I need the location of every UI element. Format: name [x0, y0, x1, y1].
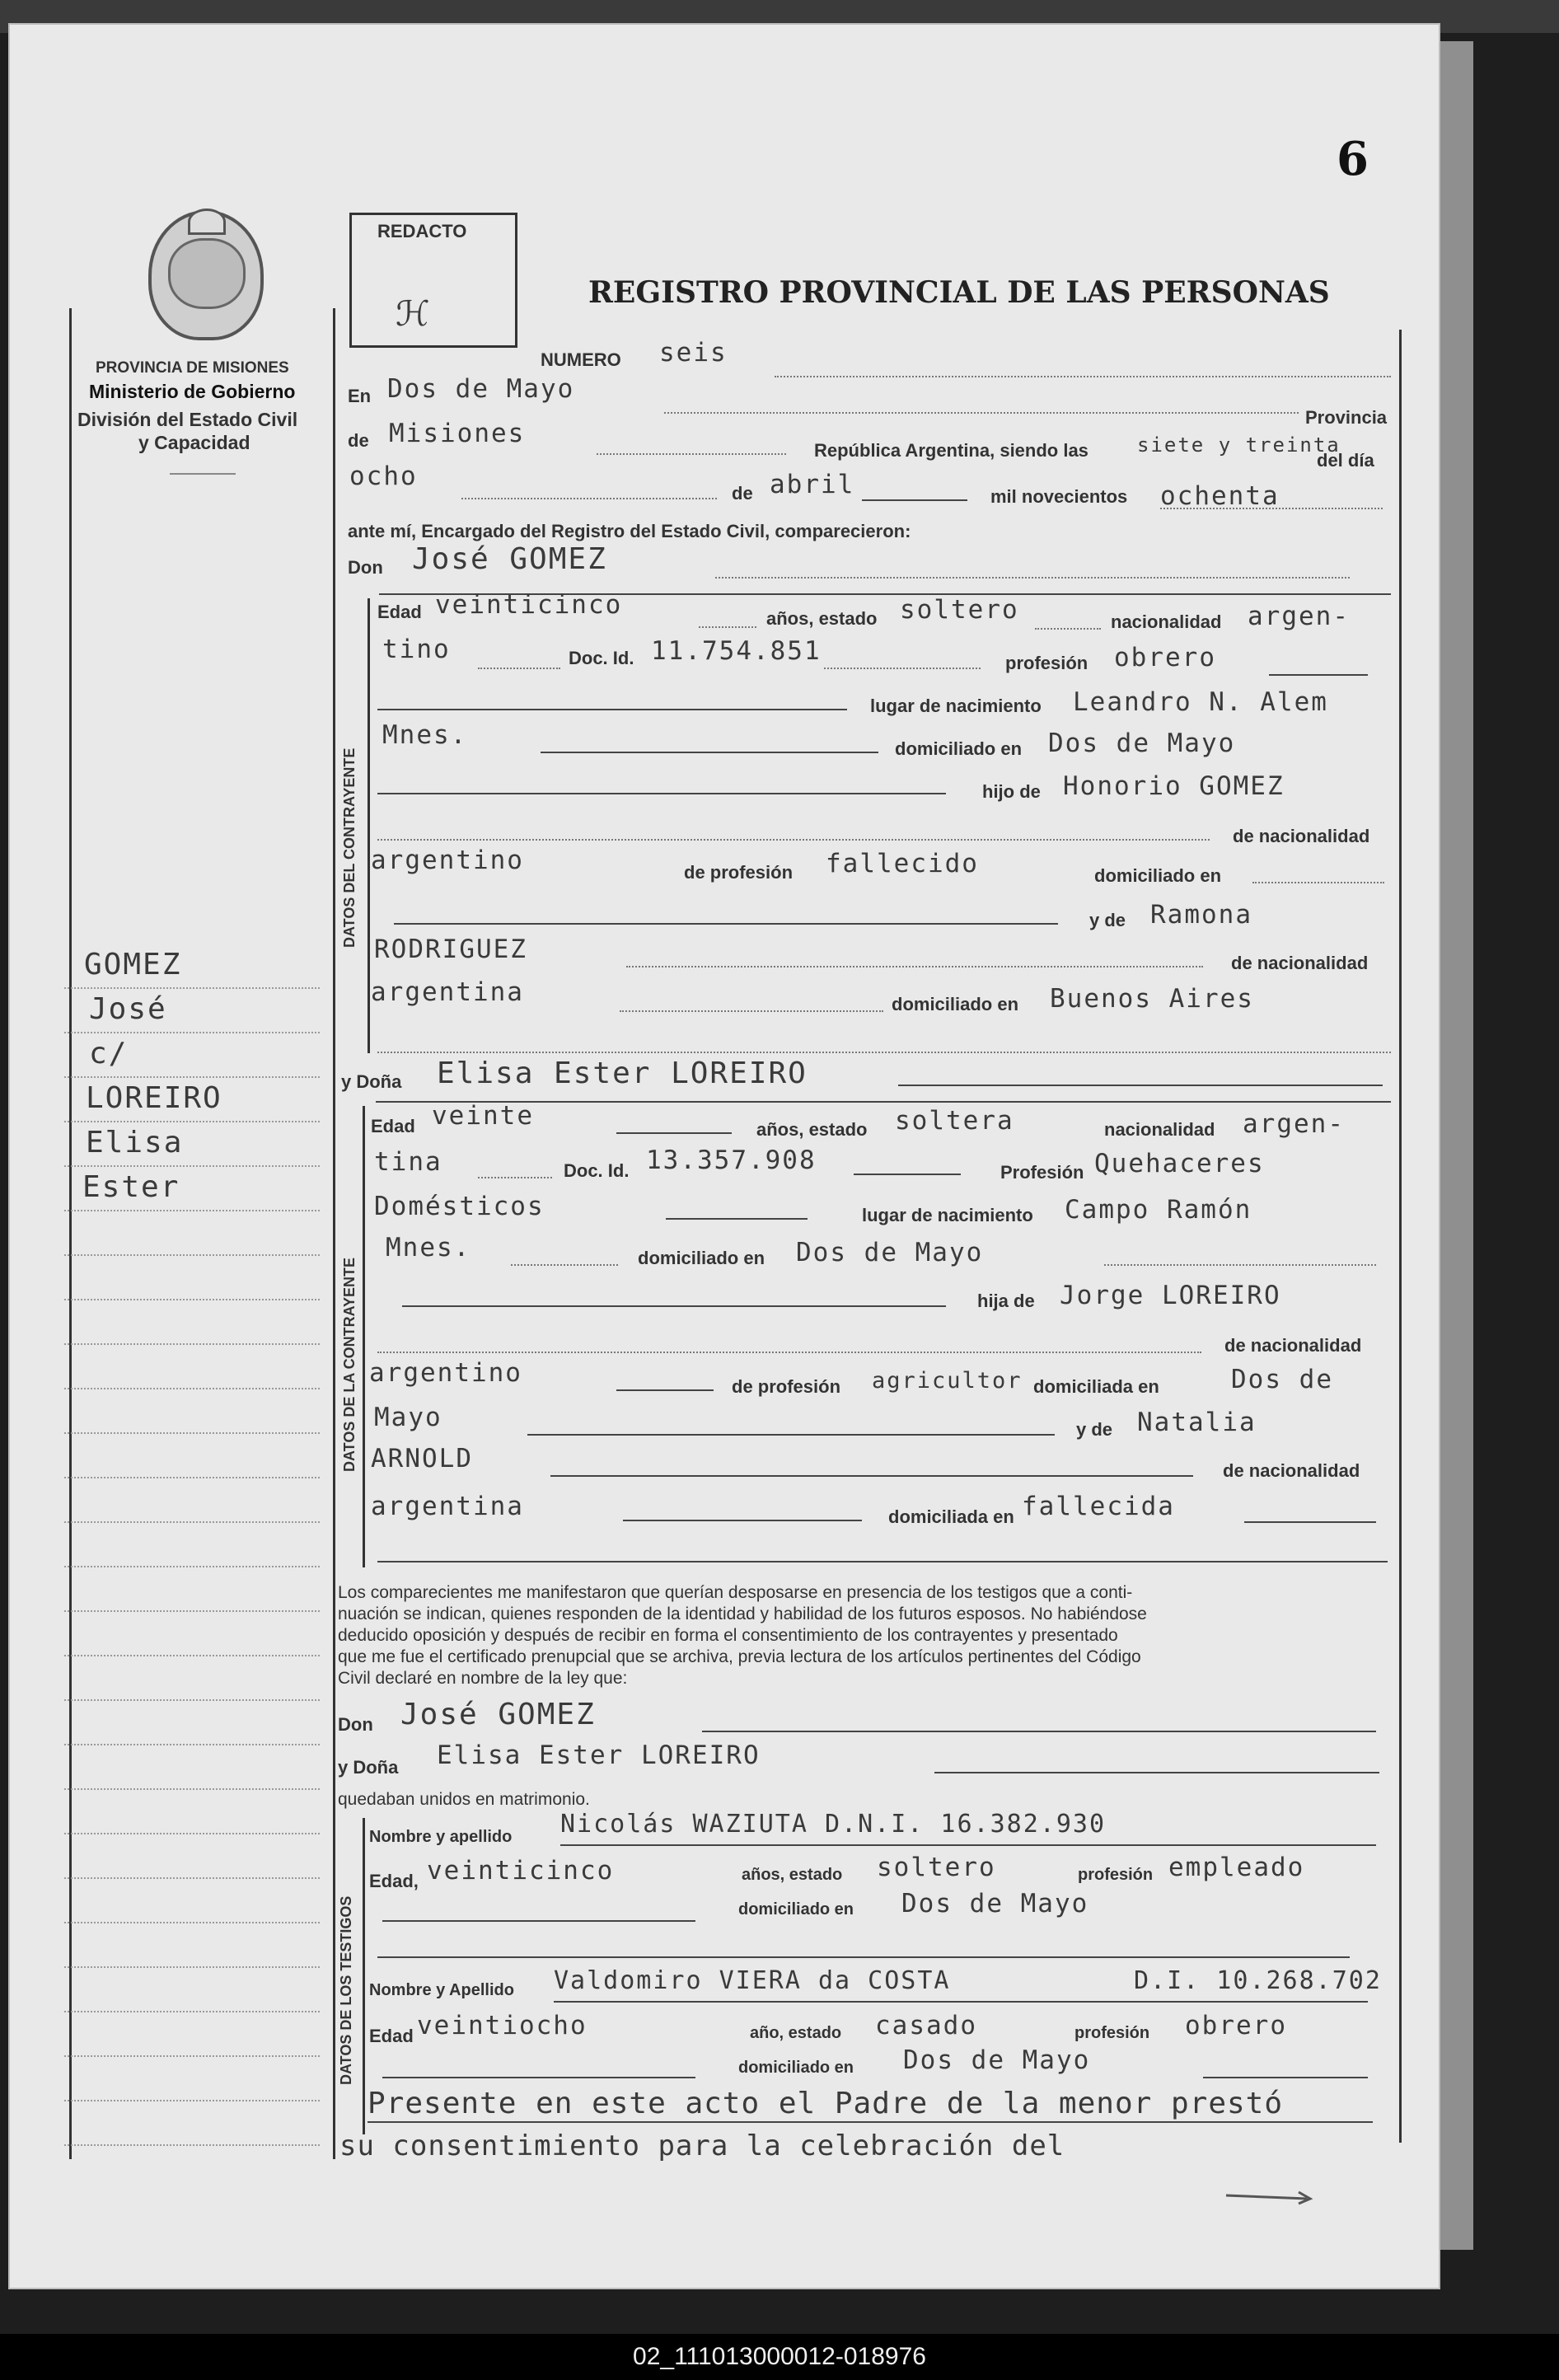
f-lugar-value-1: Campo Ramón	[1065, 1195, 1252, 1225]
f-estado-value: soltera	[895, 1106, 1014, 1136]
dia-line	[461, 498, 717, 499]
margin-name-3: c/	[89, 1037, 129, 1071]
c-edad-line	[699, 626, 756, 628]
f-padre-nac-pre-line	[377, 1352, 1201, 1353]
t1-nombre-value: Nicolás WAZIUTA D.N.I. 16.382.930	[560, 1810, 1107, 1839]
t2-domic-pre-line	[382, 2077, 695, 2078]
division-header-2: y Capacidad	[138, 432, 250, 453]
provincia-line	[597, 453, 786, 455]
en-label: En	[348, 386, 372, 406]
contrayente-bracket	[368, 598, 370, 1053]
mes-line	[862, 499, 967, 501]
c-domic-label: domiciliado en	[895, 738, 1023, 759]
c-madre-value-2: RODRIGUEZ	[374, 935, 527, 964]
file-label: 02_111013000012-018976	[0, 2334, 1559, 2380]
f-anios-label: años, estado	[756, 1119, 868, 1140]
don-label: Don	[348, 557, 383, 578]
paragraph-line-5: Civil declaré en nombre de la ley que:	[338, 1669, 628, 1688]
t1-nombre-line	[560, 1844, 1376, 1846]
f-nac-value-2: tina	[374, 1147, 442, 1177]
f-padre-domic-value-2: Mayo	[374, 1403, 442, 1432]
c-nac2-line	[478, 668, 560, 669]
union-don-line	[702, 1731, 1376, 1732]
t1-prof-value: empleado	[1168, 1853, 1305, 1882]
c-estado-value: soltero	[900, 595, 1019, 625]
t2-domic-value: Dos de Mayo	[903, 2045, 1091, 2075]
en-line	[664, 412, 1299, 414]
ministry-header: Ministerio de Gobierno	[89, 381, 296, 402]
testigos-section-label: DATOS DE LOS TESTIGOS	[338, 1895, 354, 2085]
redacto-label: REDACTO	[377, 221, 467, 241]
legal-paragraph	[338, 1582, 1384, 1689]
union-dona-value: Elisa Ester LOREIRO	[437, 1740, 761, 1770]
f-hija-pre-line	[402, 1305, 946, 1307]
c-doc-value: 11.754.851	[651, 636, 822, 666]
f-madre-domic-value: fallecida	[1022, 1492, 1175, 1521]
f-hija-label: hija de	[977, 1291, 1035, 1311]
c-nac-label: nacionalidad	[1111, 611, 1222, 632]
t1-nombre-label: Nombre y apellido	[369, 1828, 513, 1846]
f-yde-label: y de	[1076, 1419, 1113, 1440]
c-madre-domic-value: Buenos Aires	[1050, 984, 1254, 1014]
division-header-1: División del Estado Civil	[77, 409, 298, 430]
quedaban-text: quedaban unidos en matrimonio.	[338, 1790, 590, 1809]
c-doc-label: Doc. Id.	[569, 648, 634, 668]
f-edad-label: Edad	[371, 1116, 415, 1136]
header-rule	[170, 473, 236, 475]
t2-anios-label: año, estado	[750, 2024, 842, 2042]
del-dia-label: del día	[1317, 450, 1374, 471]
f-lugar-label: lugar de nacimiento	[862, 1205, 1033, 1225]
province-header: PROVINCIA DE MISIONES	[96, 359, 289, 377]
t2-domic-line	[1203, 2077, 1368, 2078]
c-estado-line	[1035, 628, 1101, 630]
f-prof-value-1: Quehaceres	[1094, 1149, 1265, 1178]
dona-value: Elisa Ester LOREIRO	[437, 1056, 808, 1090]
c-anios-label: años, estado	[766, 608, 878, 629]
union-don-value: José GOMEZ	[400, 1698, 596, 1731]
mes-value: abril	[770, 470, 855, 499]
continue-arrow-icon	[1224, 2189, 1315, 2205]
en-value: Dos de Mayo	[387, 374, 575, 404]
t1-bottom-line	[377, 1956, 1350, 1958]
t1-domic-label: domiciliado en	[738, 1900, 854, 1919]
paragraph-line-4: que me fue el certificado prenupcial que se archiva, previa lectura de los artículos pertinentes del Código	[338, 1647, 1141, 1666]
don-line	[715, 577, 1350, 579]
left-margin-line	[69, 308, 72, 2159]
paragraph-line-2: nuación se indican, quienes responden de la identidad y habilidad de los futuros esposos. No habiéndose	[338, 1605, 1147, 1623]
c-prof-value: obrero	[1114, 643, 1216, 672]
republica-label: República Argentina, siendo las	[814, 440, 1088, 461]
f-bottom-line	[377, 1561, 1388, 1562]
c-yde-pre-line	[394, 923, 1058, 925]
f-madre-domic-label: domiciliada en	[888, 1506, 1014, 1527]
numero-label: NUMERO	[541, 349, 621, 370]
closing-line-1-rule	[368, 2121, 1373, 2123]
f-prof-label: Profesión	[1000, 1162, 1084, 1183]
f-edad-value: veinte	[432, 1101, 534, 1131]
page-number: 6	[1337, 132, 1369, 186]
contrayenta-section-label: DATOS DE LA CONTRAYENTE	[341, 1257, 358, 1472]
closing-line-2: su consentimiento para la celebración del	[339, 2129, 1065, 2162]
ante-label: ante mí, Encargado del Registro del Estado Civil, comparecieron:	[348, 521, 911, 541]
dona-label: y Doña	[341, 1071, 402, 1092]
document-title: REGISTRO PROVINCIAL DE LAS PERSONAS	[588, 275, 1330, 310]
c-madre-domic-label: domiciliado en	[892, 994, 1019, 1014]
numero-line	[775, 376, 1391, 377]
t2-nombre-line	[554, 2001, 1368, 2003]
margin-name-2: José	[89, 992, 167, 1026]
c-padre-nac-pre-line	[377, 839, 1210, 841]
c-lugar-pre-line	[377, 709, 847, 710]
f-padre-prof-label: de profesión	[732, 1376, 841, 1397]
right-column-line	[1399, 330, 1402, 2143]
t2-estado-value: casado	[875, 2011, 977, 2040]
f-madre-nac-pre-line	[550, 1475, 1193, 1477]
t2-domic-label: domiciliado en	[738, 2059, 854, 2077]
f-doc-label: Doc. Id.	[564, 1160, 630, 1181]
f-domic-label: domiciliado en	[638, 1248, 765, 1268]
c-doc-line	[824, 668, 981, 669]
anio-line	[1160, 508, 1383, 509]
f-prof2-line	[666, 1218, 808, 1220]
union-don-label: Don	[338, 1714, 373, 1735]
t1-domic-pre-line	[382, 1920, 695, 1922]
binding-edge	[1440, 41, 1473, 2250]
f-padre-domic-value-1: Dos de	[1231, 1365, 1333, 1394]
f-padre-domic-label: domiciliada en	[1033, 1376, 1159, 1397]
c-madre-value-1: Ramona	[1150, 900, 1252, 930]
c-padre-domic-label: domiciliado en	[1094, 865, 1222, 886]
t2-edad-label: Edad	[369, 2026, 414, 2046]
f-doc-value: 13.357.908	[646, 1145, 817, 1175]
f-madre-nac-value: argentina	[371, 1492, 524, 1521]
margin-name-5: Elisa	[86, 1126, 184, 1160]
c-lugar2-line	[541, 752, 878, 753]
dia-value: ocho	[349, 461, 418, 491]
f-madre-nac-label: de nacionalidad	[1223, 1460, 1360, 1481]
f-nac-value-1: argen-	[1243, 1109, 1345, 1139]
closing-line-1: Presente en este acto el Padre de la menor prestó	[368, 2087, 1284, 2120]
f-padre-value: Jorge LOREIRO	[1060, 1281, 1281, 1310]
c-edad-value: veinticinco	[435, 590, 623, 620]
t1-edad-label: Edad,	[369, 1871, 419, 1891]
f-madre-domic-line	[1244, 1521, 1376, 1523]
f-madre-value-1: Natalia	[1137, 1408, 1257, 1437]
anio-value: ochenta	[1160, 481, 1280, 511]
f-nac2-line	[478, 1177, 552, 1178]
c-madre-nac-label: de nacionalidad	[1231, 953, 1369, 973]
f-padre-domic2-line	[527, 1434, 1055, 1436]
t2-doc-value: D.I. 10.268.702	[1134, 1966, 1382, 1995]
paragraph-line-1: Los comparecientes me manifestaron que querían desposarse en presencia de los testigos que a conti-	[338, 1583, 1133, 1602]
margin-name-6: Ester	[82, 1170, 180, 1204]
c-padre-value: Honorio GOMEZ	[1063, 771, 1285, 801]
margin-name-1: GOMEZ	[84, 948, 182, 982]
c-padre-prof-label: de profesión	[684, 862, 794, 883]
c-prof-line	[1269, 674, 1368, 676]
f-madre-value-2: ARNOLD	[371, 1444, 473, 1473]
t2-edad-value: veintiocho	[417, 2011, 588, 2040]
contrayente-section-label: DATOS DEL CONTRAYENTE	[341, 747, 358, 948]
f-nac-label: nacionalidad	[1104, 1119, 1215, 1140]
c-bottom-line	[377, 1052, 1391, 1053]
redacto-initials: ℋ	[396, 293, 432, 334]
don-value: José GOMEZ	[412, 542, 607, 576]
f-domic-value: Dos de Mayo	[796, 1238, 984, 1267]
t2-nombre-value: Valdomiro VIERA da COSTA	[554, 1966, 951, 1995]
t2-nombre-label: Nombre y Apellido	[369, 1981, 514, 1999]
c-padre-prof-value: fallecido	[826, 849, 979, 878]
f-padre-nac-label: de nacionalidad	[1224, 1335, 1362, 1356]
union-dona-label: y Doña	[338, 1757, 399, 1778]
c-lugar-value-2: Mnes.	[382, 720, 468, 750]
c-padre-nac-value: argentino	[371, 846, 524, 875]
dona-line	[898, 1085, 1383, 1086]
f-padre-nac-value: argentino	[369, 1358, 522, 1388]
numero-value: seis	[659, 338, 728, 368]
c-padre-nac-label: de nacionalidad	[1233, 826, 1370, 846]
f-domic-line	[1104, 1264, 1376, 1266]
t1-prof-label: profesión	[1078, 1866, 1154, 1884]
contrayenta-bracket	[363, 1106, 365, 1567]
c-lugar-value-1: Leandro N. Alem	[1073, 687, 1328, 717]
t1-domic-value: Dos de Mayo	[901, 1889, 1089, 1919]
left-column-line	[333, 308, 335, 2159]
coat-of-arms-icon	[148, 210, 264, 340]
c-nac-value-1: argen-	[1248, 602, 1350, 631]
c-domic-value: Dos de Mayo	[1048, 729, 1236, 758]
f-lugar2-line	[511, 1264, 618, 1266]
f-prof-value-2: Domésticos	[374, 1192, 545, 1221]
testigos-bracket	[363, 1818, 365, 2134]
c-hijo-pre-line	[377, 793, 946, 794]
t1-estado-value: soltero	[877, 1853, 996, 1882]
c-madre-nac-pre-line	[626, 966, 1203, 967]
mil-label: mil novecientos	[990, 486, 1128, 507]
hora-value: siete y treinta	[1137, 433, 1341, 457]
c-edad-label: Edad	[377, 602, 422, 622]
c-yde-label: y de	[1089, 910, 1126, 930]
provincia-value: Misiones	[389, 419, 526, 448]
c-lugar-label: lugar de nacimiento	[870, 696, 1042, 716]
de-label: de	[348, 430, 369, 451]
c-prof-label: profesión	[1005, 653, 1088, 673]
f-padre-prof-value: agricultor	[872, 1368, 1023, 1394]
c-hijo-label: hijo de	[982, 781, 1041, 802]
de-mes-label: de	[732, 483, 753, 504]
provincia-label: Provincia	[1305, 407, 1388, 428]
c-madre-nac-line	[620, 1010, 883, 1012]
t1-edad-value: veinticinco	[427, 1856, 615, 1886]
paragraph-line-3: deducido oposición y después de recibir en forma el consentimiento de los contrayentes y presentado	[338, 1626, 1118, 1645]
c-madre-nac-value: argentina	[371, 977, 524, 1007]
c-padre-domic-line	[1252, 882, 1384, 883]
f-padre-nac-line	[616, 1389, 714, 1391]
t2-prof-label: profesión	[1074, 2024, 1150, 2042]
f-lugar-value-2: Mnes.	[386, 1233, 471, 1263]
t1-anios-label: años, estado	[742, 1866, 843, 1884]
t2-prof-value: obrero	[1185, 2011, 1287, 2040]
margin-name-4: LOREIRO	[86, 1081, 222, 1115]
union-dona-line	[934, 1772, 1379, 1773]
f-doc-line	[854, 1174, 961, 1175]
f-madre-nac-line	[623, 1520, 862, 1521]
c-nac-value-2: tino	[382, 635, 451, 664]
f-edad-line	[616, 1132, 732, 1134]
